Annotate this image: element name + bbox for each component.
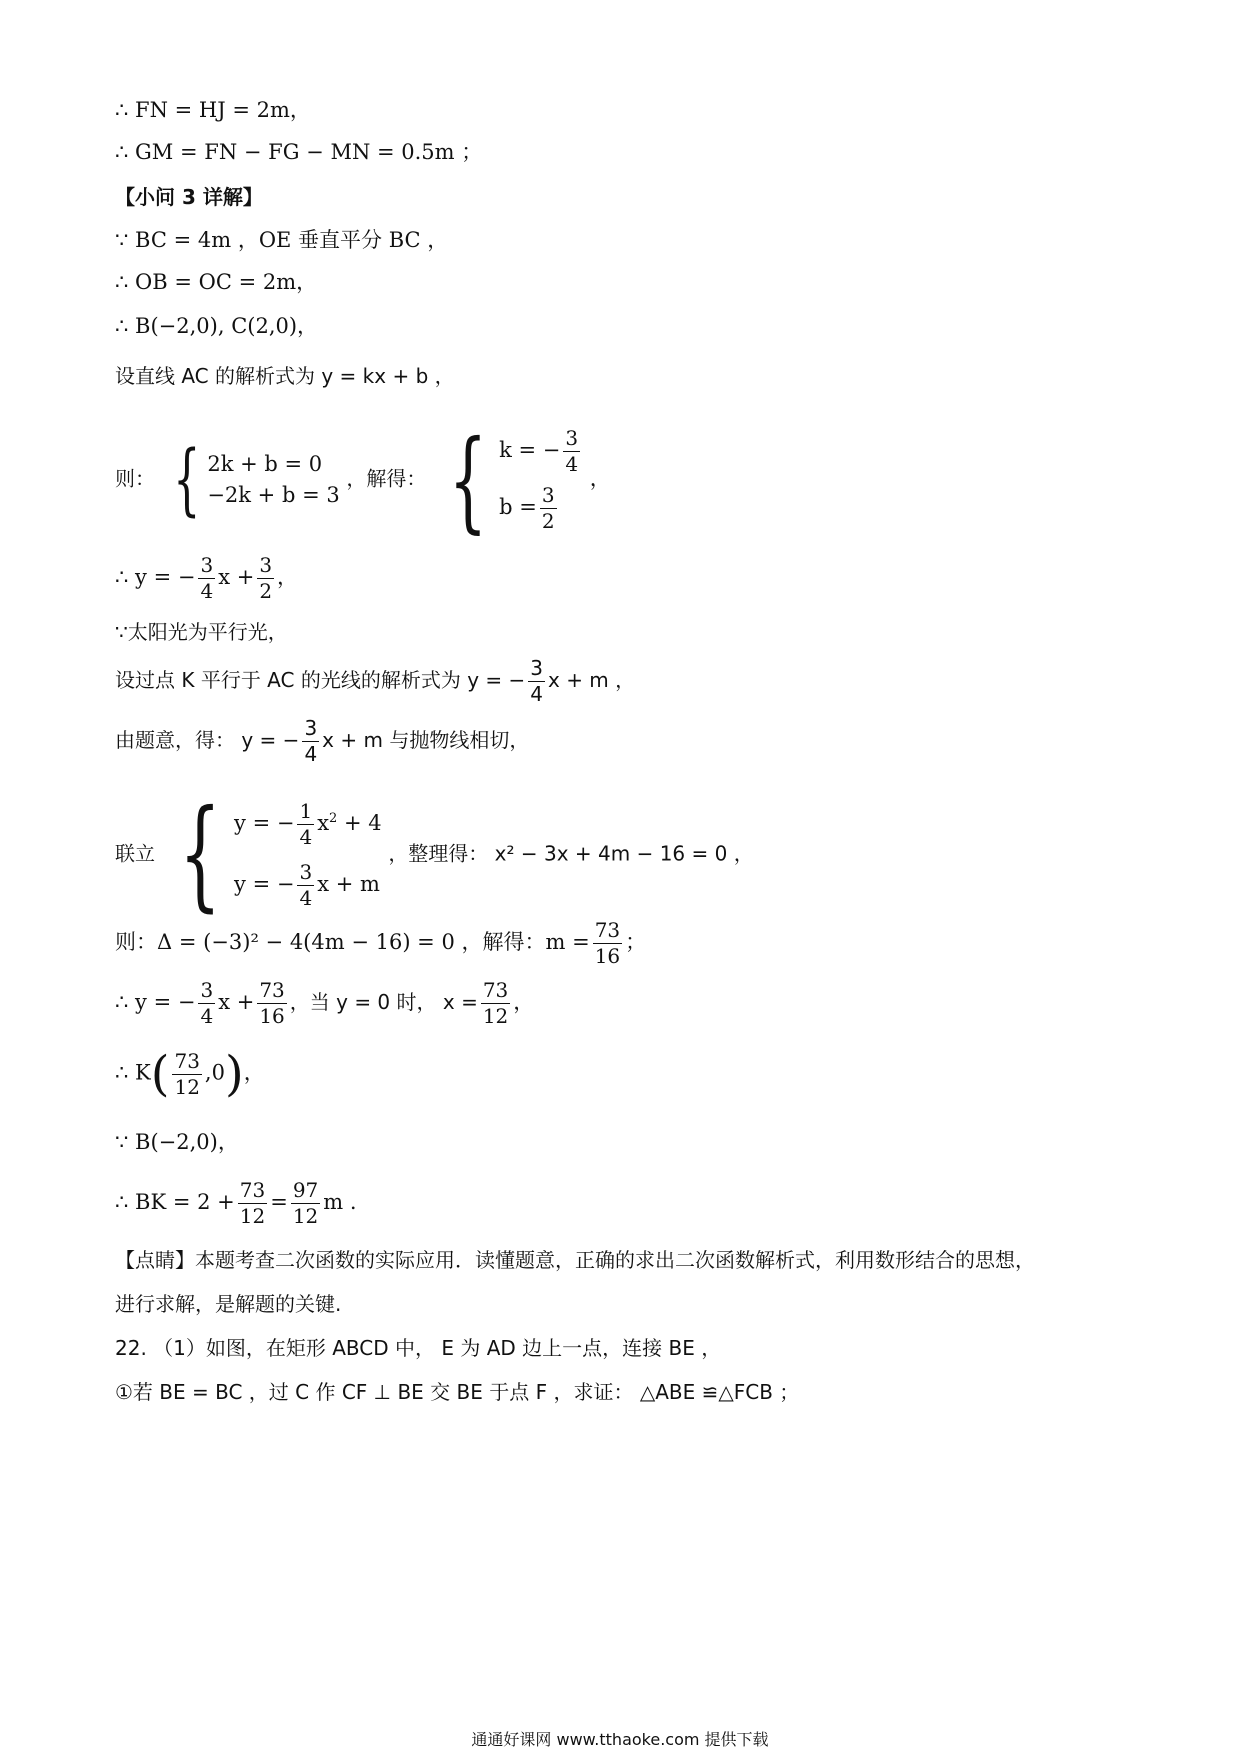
page-footer: 通通好课网 www.tthaoke.com 提供下载	[471, 1730, 769, 1749]
equation-system-1: { 2k + b = 0 −2k + b = 3	[172, 435, 340, 525]
prefix-then: 则：	[115, 466, 155, 491]
solve-label: ，解得：	[346, 466, 427, 491]
comment-line-1: 【点睛】本题考查二次函数的实际应用．读懂题意，正确的求出二次函数解析式，利用数形结合的思想，	[115, 1248, 1035, 1272]
line-b-c-coords: ∴ B(−2,0), C(2,0)，	[115, 314, 319, 338]
line-y-k: ∴ y = − $\frac{3}{4}$ x + $\frac{73}{16}$ ，当 y = 0 时， x = $\frac{73}{12}$ ，	[115, 978, 535, 1028]
line-equation: y = − $\frac{3}{4}$ x + m	[234, 860, 380, 910]
line-y-ac: ∴ y = − $\frac{3}{4}$ x + $\frac{3}{2}$ ，	[115, 553, 299, 603]
line-system-ac	[115, 416, 611, 544]
line-discriminant: 则：Δ = (−3)² − 4(4m − 16) = 0 ，解得：m = $\frac{73}{16}$ ；	[115, 918, 647, 968]
parabola-equation: y = − $\frac{1}{4}$ $x^2 + 4$	[234, 799, 382, 849]
section-heading-q3: 【小问 3 详解】	[115, 185, 263, 209]
comment-line-2: 进行求解，是解题的关键.	[115, 1292, 342, 1316]
line-k-coords: ∴ K( $\frac{73}{12}$ ,0)，	[115, 1046, 265, 1102]
line-fn-hj: ∴ FN = HJ = 2m，	[115, 98, 311, 122]
line-bk: ∴ BK = 2 + $\frac{73}{12}$ = $\frac{97}{12}$ m .	[115, 1178, 357, 1228]
line-parallel-sun: ∵太阳光为平行光，	[115, 620, 288, 644]
trailing-comma: ，	[589, 466, 611, 491]
solution-b: b = $\frac{3}{2}$	[499, 483, 555, 533]
equation-system-2: { y = − $\frac{1}{4}$ $x^2 + 4$ y = − $\frac{3}{4}$ x + m	[178, 785, 382, 924]
line-light-k: 设过点 K 平行于 AC 的光线的解析式为 y = − $\frac{3}{4}$ x + m ，	[115, 656, 636, 706]
equation-1: 2k + b = 0	[207, 451, 323, 476]
question-22-intro: 22. （1）如图，在矩形 ABCD 中， E 为 AD 边上一点，连接 BE ，	[115, 1336, 722, 1360]
line-ob-oc: ∴ OB = OC = 2m，	[115, 270, 318, 294]
line-gm: ∴ GM = FN − FG − MN = 0.5m ；	[115, 140, 483, 164]
line-set-ac: 设直线 AC 的解析式为 y = kx + b ，	[115, 364, 455, 388]
line-b-coords: ∵ B(−2,0)，	[115, 1130, 239, 1154]
line-bc: ∵ BC = 4m ，OE 垂直平分 BC ，	[115, 228, 449, 252]
equation-2: −2k + b = 3	[207, 483, 340, 507]
line-simultaneous: 联立 { y = − $\frac{1}{4}$ $x^2 + 4$ y = − $\frac{3}{4}$ x + m ，整理得： x² − 3x + 4m − 16 = 0 ，	[115, 785, 754, 924]
question-22-part1: ①若 BE = BC ，过 C 作 CF ⊥ BE 交 BE 于点 F ，求证： △ABE ≌△FCB ；	[115, 1380, 800, 1404]
solution-k: k = − $\frac{3}{4}$	[499, 426, 579, 476]
line-tangent: 由题意，得： y = − $\frac{3}{4}$ x + m 与抛物线相切，	[115, 716, 530, 766]
solution-system: { k = − $\frac{3}{4}$ b = $\frac{3}{2}$	[433, 425, 583, 535]
